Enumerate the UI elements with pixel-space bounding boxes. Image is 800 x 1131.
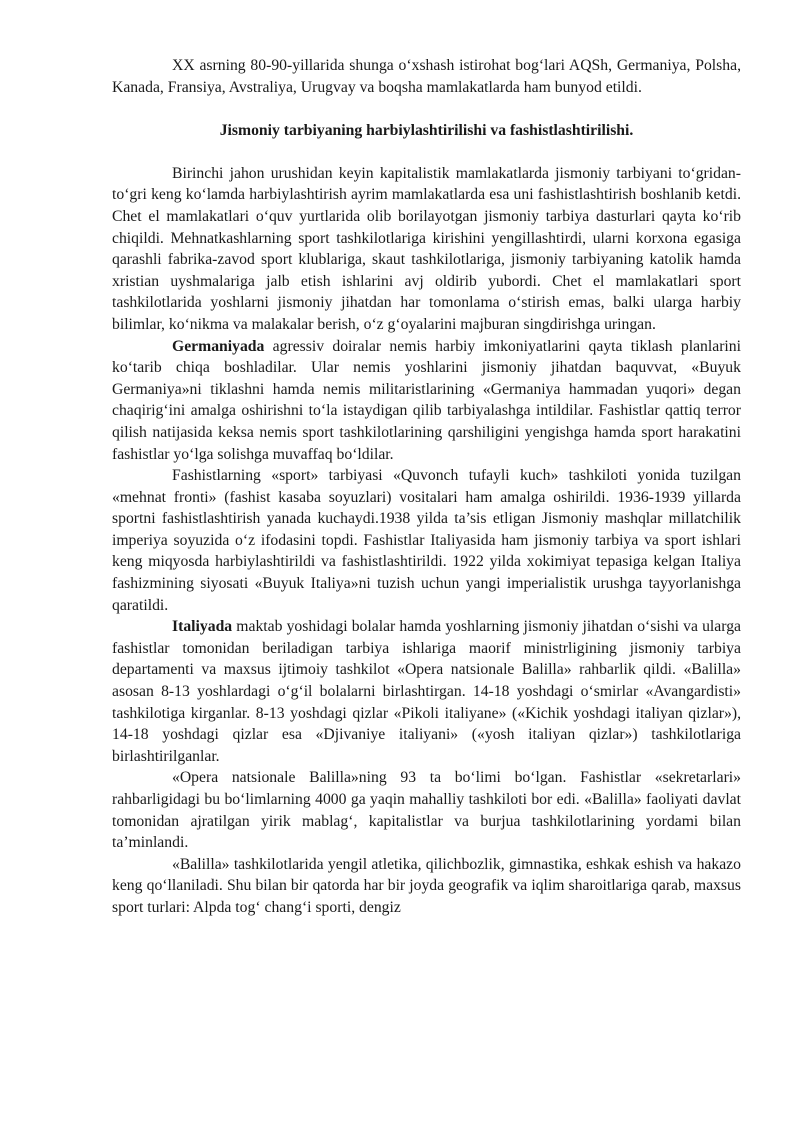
paragraph-1: Birinchi jahon urushidan keyin kapitalistik mamlakatlarda jismoniy tarbiyani to‘gridan-to‘gri keng ko‘lamda harbiylashtirish ayrim mamlakatlarda esa uni fashistlashtirish boshlanib ketdi. Chet el mamlakatlari o‘quv yurtlarida olib borilayotgan jismoniy tarbiya dasturlari qayta ko‘rib chiqildi. Mehnatkashlarning sport tashkilotlariga kirishini yengillashtirdi, ularni korxona egasiga qarashli fabrika-zavod sport klublariga, skaut tashkilotlariga, jismoniy tarbiyaning katolik hamda xristian uyshmalariga jalb etish ishlarini avj oldirib yubordi. Chet el mamlakatlari sport tashkilotlarida yoshlarni jismoniy jihatdan har tomonlama o‘stirish emas, balki ularga harbiy bilimlar, ko‘nikma va malakalar berish, o‘z g‘oyalarini majburan singdirishga uringan. [112,164,741,333]
section-heading: Jismoniy tarbiyaning harbiylashtirilishi va fashistlashtirilishi. [219,122,634,140]
paragraph-5: «Opera natsionale Balilla»ning 93 ta bo‘limi bo‘lgan. Fashistlar «sekretarlari» rahbarligidagi bu bo‘limlarning 4000 ga yaqin mahalliy tashkiloti bor edi. «Balilla» faoliyati davlat tomonidan ajratilgan yirik mablag‘, kapitalistlar va burjua tashkilotlarining yordami bilan ta’minlandi. [112,769,741,852]
paragraph-germany-lead: Germaniyada [172,337,265,355]
paragraph-germany [112,336,741,466]
paragraph-italy [112,616,741,767]
paragraph-6: «Balilla» tashkilotlarida yengil atletika, qilichbozlik, gimnastika, eshkak eshish va hakazo keng qo‘llaniladi. Shu bilan bir qatorda har bir joyda geografik va iqlim sharoitlariga qarab, maxsus sport turlari: Alpda tog‘ chang‘i sporti, dengiz [112,855,741,916]
paragraph-3: Fashistlarning «sport» tarbiyasi «Quvonch tufayli kuch» tashkiloti yonida tuzilgan «mehnat fronti» (fashist kasaba soyuzlari) vositalari ham amalga oshirildi. 1936-1939 yillarda sportni fashistlashtirish yanada kuchaydi.1938 yilda ta’sis etligan Jismoniy mashqlar millatchilik imperiya soyuzida o‘z ifodasini topdi. Fashistlar Italiyasida ham jismoniy tarbiya va sport ishlari keng miqyosda harbiylashtirildi va fashistlashtirildi. 1922 yilda xokimiyat tepasiga kelgan Italiya fashizmining siyosati «Buyuk Italiya»ni tuzish uchun yangi imperialistik urushga tayyorlanishga qaratildi. [112,467,741,614]
document-page [112,55,741,919]
paragraph-intro: XX asrning 80-90-yillarida shunga o‘xshash istirohat bog‘lari AQSh, Germaniya, Polsha, Kanada, Fransiya, Avstraliya, Urugvay va boqsha mamlakatlarda ham bunyod etildi. [112,57,741,96]
paragraph-italy-lead: Italiyada [172,618,233,636]
paragraph-italy-text: maktab yoshidagi bolalar hamda yoshlarning jismoniy jihatdan o‘sishi va ularga fashistlar tomonidan beriladigan tarbiya ishlariga maorif ministrligining jismoniy tarbiya departamenti va maxsus ijtimoiy tashkilot «Opera natsionale Balilla» rahbarlik qildi. «Balilla» asosan 8-13 yoshlardagi o‘g‘il bolalarni birlashtirgan. 14-18 yoshdagi o‘smirlar «Avangardisti» tashkilotiga kirganlar. 8-13 yoshdagi qizlar «Pikoli italiyane» («Kichik yoshdagi italiyan qizlar»), 14-18 yoshdagi qizlar esa «Djivaniye italiyani» («yosh italiyan qizlar») tashkilotlariga birlashtirilganlar. [112,618,741,765]
paragraph-germany-text: agressiv doiralar nemis harbiy imkoniyatlarini qayta tiklash planlarini ko‘tarib chiqa boshladilar. Ular nemis yoshlarini jismoniy jihatdan baquvvat, «Buyuk Germaniya»ni tiklashni hamda nemis militaristlarining «Germaniya hammadan yuqori» degan chaqirig‘ini amalga oshirishni to‘la istaydigan qilib tarbiyalashga intildilar. Fashistlar qattiq terror qilish natijasida keksa nemis sport tashkilotlarining qarshiligini yengishga hamda sport harakatini fashistlar yo‘lga solishga muvaffaq bo‘ldilar. [112,337,741,463]
